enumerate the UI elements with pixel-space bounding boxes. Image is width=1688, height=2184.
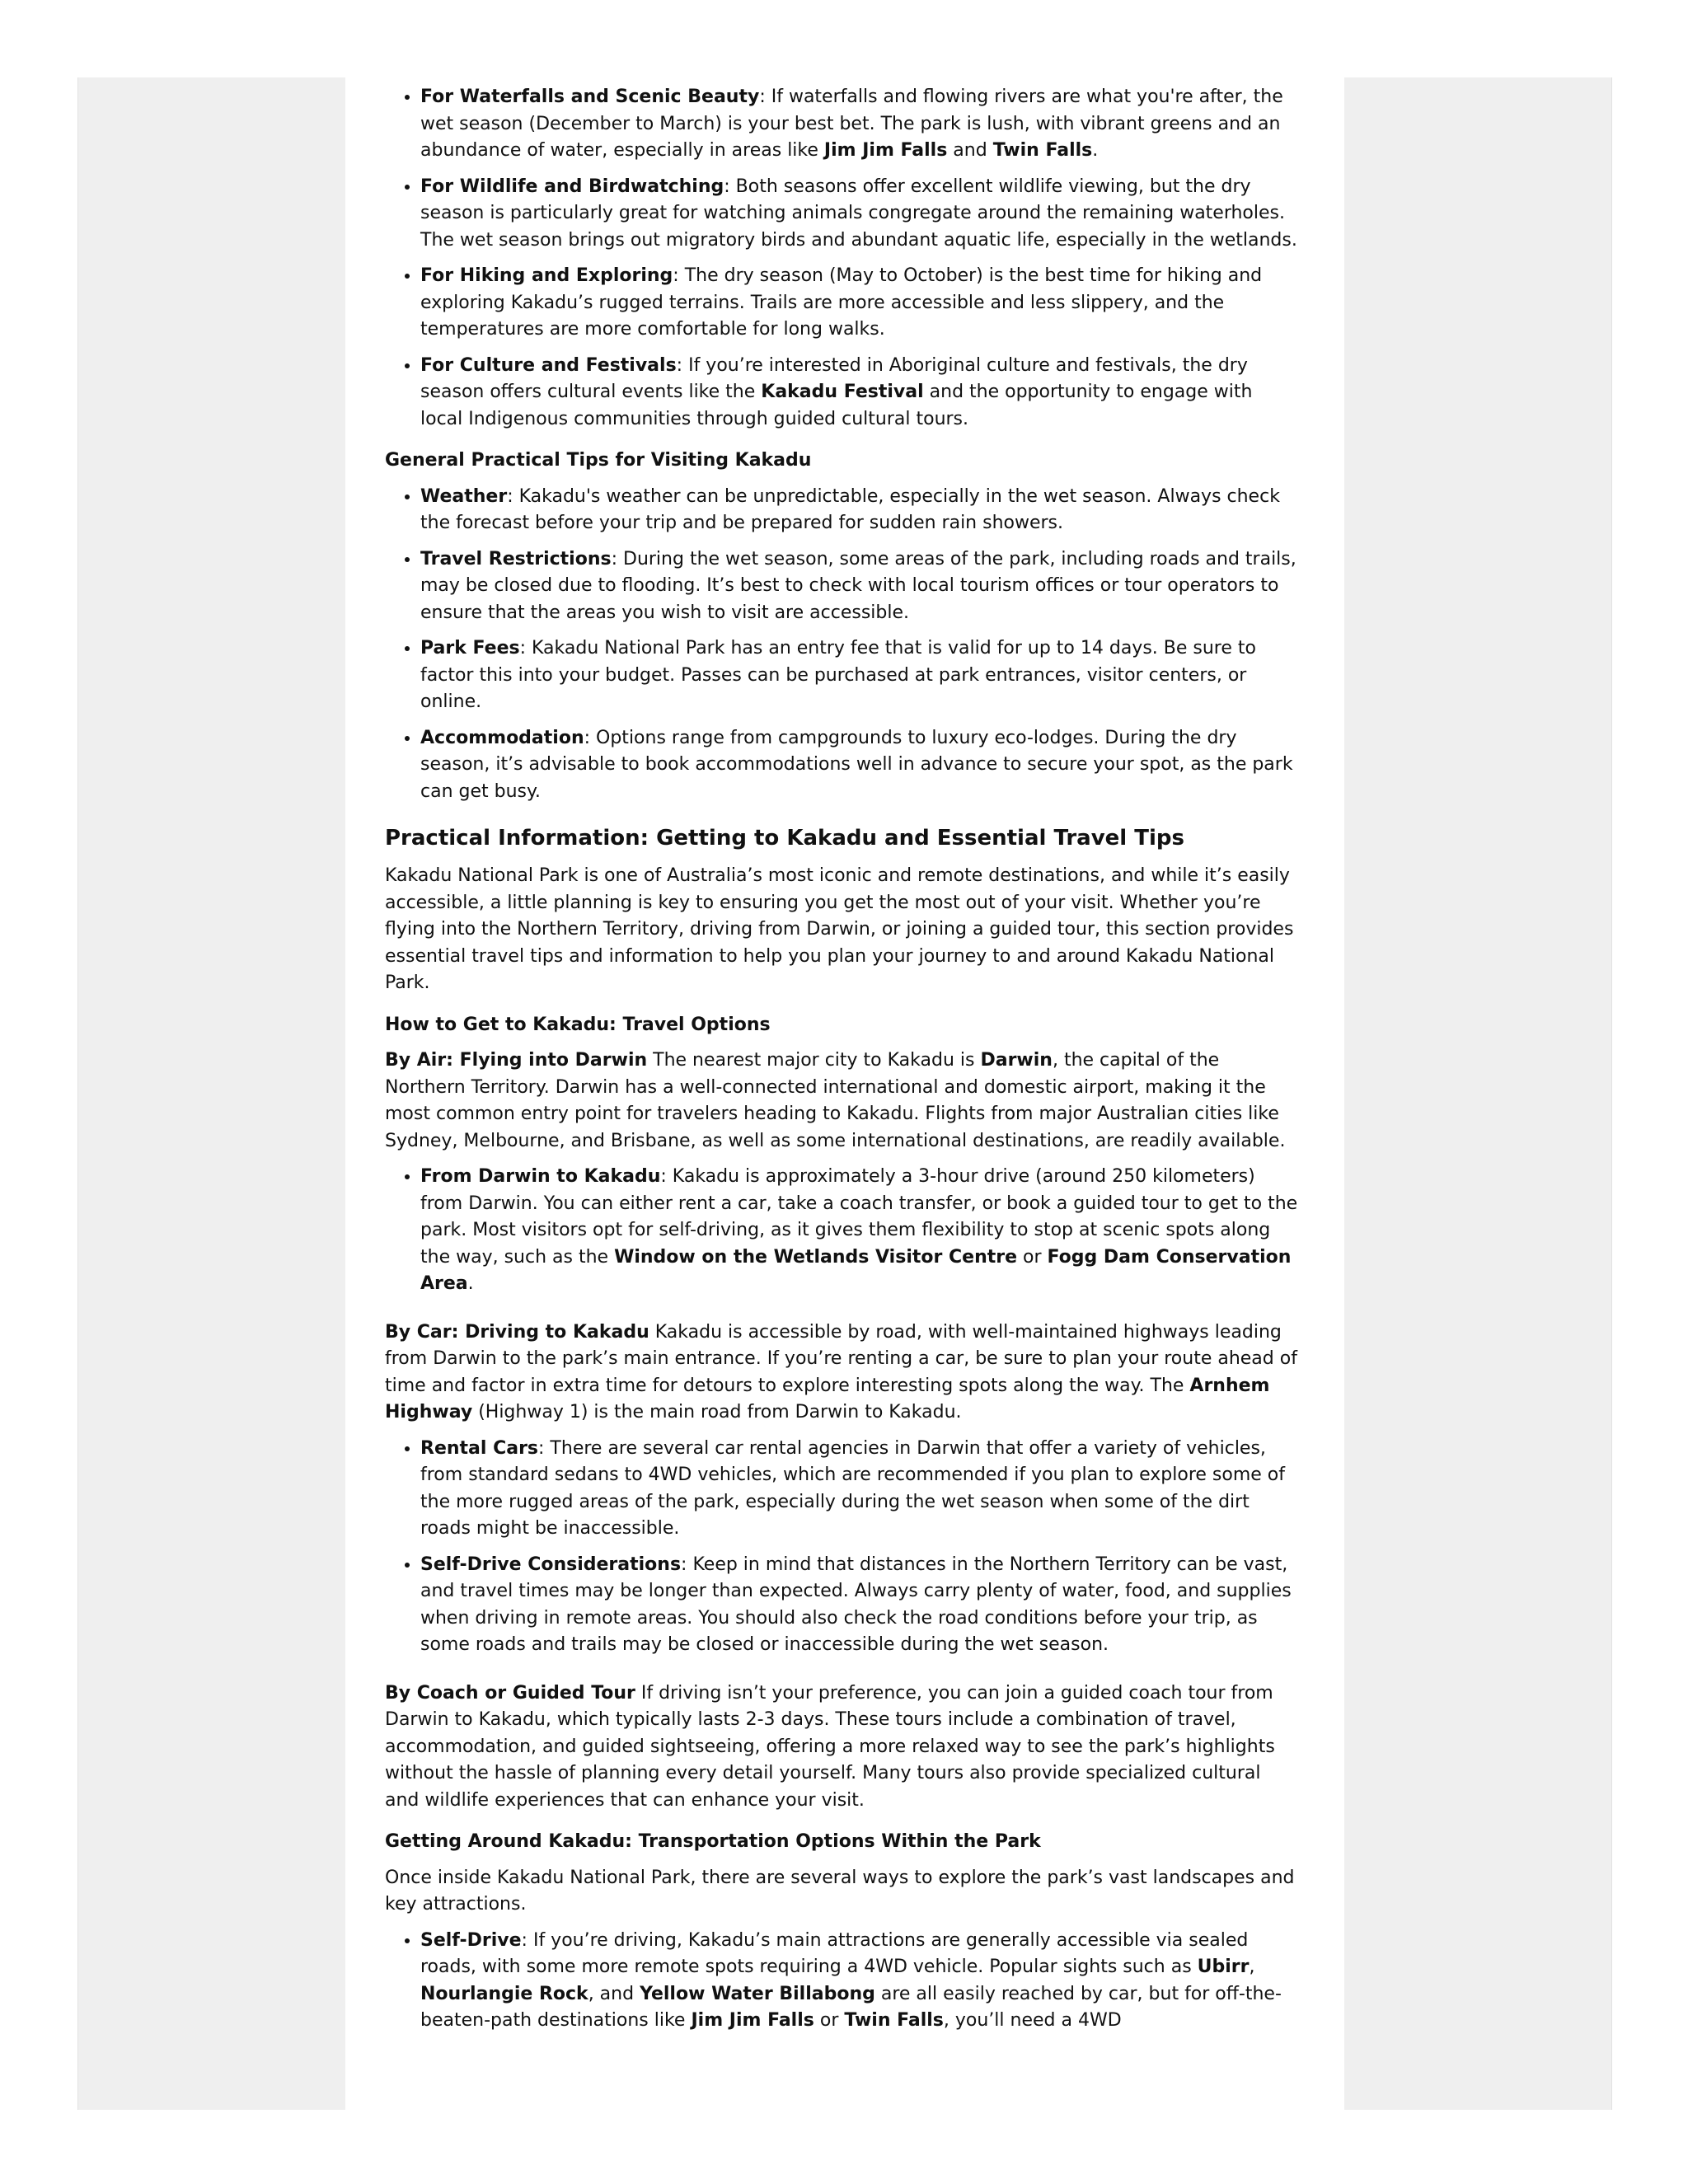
item-emphasis: Twin Falls	[844, 2010, 944, 2031]
paragraph-label: By Air: Flying into Darwin	[385, 1050, 648, 1071]
item-emphasis: Yellow Water Billabong	[640, 1983, 875, 2004]
intro-paragraph: Kakadu National Park is one of Australia’s most iconic and remote destinations, and while it’s easily accessible, a little planning is key to ensuring you get the most out of your visit. Whether you’re flying into the Northern Territory, driving from Darwin, or joining a guided tour, this section provides essential travel tips and information to help you plan your journey to and around Kakadu National Park.	[385, 865, 1294, 993]
item-title: For Culture and Festivals	[420, 354, 677, 376]
item-emphasis: Jim Jim Falls	[691, 2010, 814, 2031]
air-list	[385, 1164, 1300, 1298]
item-title: Rental Cars	[420, 1437, 539, 1459]
item-text: and	[947, 140, 993, 161]
item-emphasis: Ubirr	[1197, 1957, 1250, 1977]
list-item	[420, 263, 1300, 344]
travel-heading: How to Get to Kakadu: Travel Options	[385, 1014, 771, 1035]
list-item	[420, 546, 1300, 627]
paragraph-text: If driving isn’t your preference, you can join a guided coach tour from Darwin to Kakadu, which typically lasts 2-3 days. These tours include a combination of travel, accommodation, and guided sightseeing, offering a more relaxed way to see the park’s highlights without the hassle of planning every detail yourself. Many tours also provide specialized cultural and wildlife experiences that can enhance your visit.	[385, 1682, 1275, 1811]
list-item	[420, 84, 1300, 165]
item-title: Park Fees	[420, 638, 520, 658]
item-emphasis: Kakadu Festival	[761, 382, 924, 402]
list-item	[420, 174, 1300, 255]
car-list	[385, 1436, 1300, 1659]
item-emphasis: Fogg Dam Conservation Area	[420, 1246, 1292, 1294]
list-item	[420, 1552, 1300, 1659]
around-list	[385, 1928, 1300, 2035]
item-text: , you’ll need a 4WD	[943, 2010, 1122, 2031]
paragraph-emphasis: Arnhem Highway	[385, 1375, 1270, 1422]
item-text: , and	[588, 1983, 640, 2004]
item-text: : Options range from campgrounds to luxury eco-lodges. During the dry season, it’s advisable to book accommodations well in advance to secure your spot, as the park can get busy.	[420, 727, 1293, 802]
around-intro: Once inside Kakadu National Park, there are several ways to explore the park’s vast landscapes and key attractions.	[385, 1867, 1295, 1915]
item-text: : During the wet season, some areas of the park, including roads and trails, may be closed due to flooding. It’s best to check with local tourism offices or tour operators to ensure that the areas you wish to visit are accessible.	[420, 548, 1296, 623]
paragraph-label: By Coach or Guided Tour	[385, 1682, 635, 1704]
item-text: : If waterfalls and flowing rivers are what you're after, the wet season (December to March) is your best bet. The park is lush, with vibrant greens and an abundance of water, especially in areas like	[420, 87, 1283, 161]
item-title: Weather	[420, 485, 508, 507]
item-text: ,	[1249, 1957, 1255, 1977]
item-emphasis: Window on the Wetlands Visitor Centre	[614, 1246, 1018, 1268]
item-emphasis: Twin Falls	[992, 140, 1093, 161]
item-text: and the opportunity to engage with local Indigenous communities through guided cultural tours.	[420, 382, 1253, 429]
item-text: .	[1092, 140, 1099, 161]
list-item	[420, 484, 1300, 537]
item-text: or	[1017, 1246, 1048, 1268]
item-text: : The dry season (May to October) is the best time for hiking and exploring Kakadu’s rugged terrains. Trails are more accessible and less slippery, and the temperatures are more comfortable for long walks.	[420, 265, 1263, 340]
paragraph-text: , the capital of the Northern Territory. Darwin has a well-connected international and domestic airport, making it the most common entry point for travelers heading to Kakadu. Flights from major Australian cities like Sydney, Melbourne, and Brisbane, as well as some international destinations, are readily available.	[385, 1050, 1286, 1151]
item-text: : If you’re driving, Kakadu’s main attractions are generally accessible via sealed roads, with some more remote spots requiring a 4WD vehicle. Popular sights such as	[420, 1929, 1249, 1977]
page-content	[385, 84, 1300, 2044]
by-coach-paragraph	[385, 1680, 1300, 1815]
list-item	[420, 1164, 1300, 1298]
item-emphasis: Jim Jim Falls	[823, 140, 948, 161]
list-item	[420, 635, 1300, 716]
item-title: Travel Restrictions	[420, 548, 612, 569]
item-title: Self-Drive	[420, 1929, 522, 1951]
around-heading: Getting Around Kakadu: Transportation Options Within the Park	[385, 1831, 1041, 1852]
list-item	[420, 1436, 1300, 1543]
item-text: : Kakadu is approximately a 3-hour drive (around 250 kilometers) from Darwin. You can either rent a car, take a coach transfer, or book a guided tour to get to the park. Most visitors opt for self-driving, as it gives them flexibility to stop at scenic spots along the way, such as the	[420, 1166, 1298, 1268]
by-air-paragraph	[385, 1047, 1300, 1155]
tips-list	[385, 484, 1300, 806]
item-text: : Both seasons offer excellent wildlife viewing, but the dry season is particularly great for watching animals congregate around the remaining waterholes. The wet season brings out migratory birds and abundant aquatic life, especially in the wetlands.	[420, 176, 1297, 251]
list-item	[420, 353, 1300, 434]
item-title: Self-Drive Considerations	[420, 1554, 682, 1575]
paragraph-label: By Car: Driving to Kakadu	[385, 1321, 649, 1343]
item-text: : There are several car rental agencies in Darwin that offer a variety of vehicles, from standard sedans to 4WD vehicles, which are recommended if you plan to explore some of the more rugged areas of the park, especially during the wet season when some of the dirt roads might be inaccessible.	[420, 1437, 1285, 1539]
document-page	[345, 77, 1344, 2110]
paragraph-text: (Highway 1) is the main road from Darwin to Kakadu.	[472, 1402, 962, 1422]
tips-heading: General Practical Tips for Visiting Kakadu	[385, 450, 812, 471]
item-title: For Hiking and Exploring	[420, 265, 673, 286]
paragraph-text: The nearest major city to Kakadu is	[647, 1050, 981, 1071]
seasons-list	[385, 84, 1300, 433]
item-text: : Kakadu's weather can be unpredictable, especially in the wet season. Always check the forecast before your trip and be prepared for sudden rain showers.	[420, 485, 1280, 533]
item-emphasis: Nourlangie Rock	[420, 1983, 588, 2004]
item-text: are all easily reached by car, but for off-the-beaten-path destinations like	[420, 1983, 1282, 2031]
item-title: From Darwin to Kakadu	[420, 1166, 661, 1187]
item-text: : If you’re interested in Aboriginal culture and festivals, the dry season offers cultural events like the	[420, 354, 1248, 402]
by-car-paragraph	[385, 1319, 1300, 1427]
document-viewport[interactable]	[77, 77, 1612, 2110]
item-text: .	[467, 1273, 474, 1294]
item-text: : Keep in mind that distances in the Northern Territory can be vast, and travel times may be longer than expected. Always carry plenty of water, food, and supplies when driving in remote areas. You should also check the road conditions before your trip, as some roads and trails may be closed or inaccessible during the wet season.	[420, 1554, 1292, 1655]
item-title: Accommodation	[420, 727, 584, 748]
item-text: : Kakadu National Park has an entry fee that is valid for up to 14 days. Be sure to factor this into your budget. Passes can be purchased at park entrances, visitor centers, or online.	[420, 638, 1256, 712]
list-item	[420, 1928, 1300, 2035]
item-title: For Waterfalls and Scenic Beauty	[420, 87, 760, 107]
list-item	[420, 725, 1300, 806]
item-text: or	[814, 2010, 845, 2031]
paragraph-emphasis: Darwin	[980, 1050, 1053, 1071]
section-heading: Practical Information: Getting to Kakadu and Essential Travel Tips	[385, 826, 1184, 851]
paragraph-text: Kakadu is accessible by road, with well-maintained highways leading from Darwin to the park’s main entrance. If you’re renting a car, be sure to plan your route ahead of time and factor in extra time for detours to explore interesting spots along the way. The	[385, 1321, 1297, 1396]
item-title: For Wildlife and Birdwatching	[420, 176, 724, 197]
